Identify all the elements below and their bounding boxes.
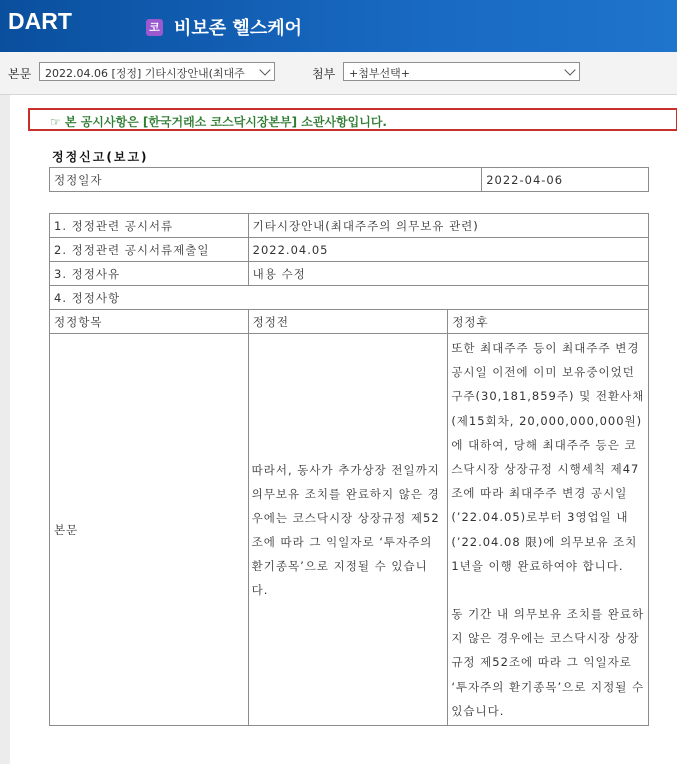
- attach-select-value: +첨부선택+: [349, 67, 410, 80]
- attach-label: 첨부: [312, 67, 336, 81]
- column-header-before: 정정전: [248, 310, 448, 334]
- chevron-down-icon: [259, 64, 270, 75]
- company-title: [146, 14, 302, 40]
- market-badge: 코: [146, 19, 163, 36]
- table-row: [50, 238, 649, 262]
- jurisdiction-notice: ☞ 본 공시사항은 [한국거래소 코스닥시장본부] 소관사항입니다.: [28, 108, 677, 131]
- correction-date-table: [49, 167, 649, 192]
- report-title: 정정신고(보고): [52, 150, 149, 164]
- text-after: [448, 334, 649, 726]
- column-header-after: 정정후: [448, 310, 649, 334]
- date-value: 2022-04-06: [482, 168, 649, 192]
- attach-select[interactable]: [343, 62, 580, 81]
- table-header-row: [50, 310, 649, 334]
- section4-label: 4. 정정사항: [50, 286, 649, 310]
- chevron-down-icon: [564, 64, 575, 75]
- date-label: 정정일자: [50, 168, 482, 192]
- body-select[interactable]: [39, 62, 275, 81]
- row-value: 기타시장안내(최대주주의 의무보유 관련): [248, 214, 648, 238]
- dart-logo[interactable]: [8, 8, 72, 34]
- row-label: 1. 정정관련 공시서류: [50, 214, 249, 238]
- row-value: 2022.04.05: [248, 238, 648, 262]
- text-before: [248, 334, 448, 726]
- row-label: 3. 정정사유: [50, 262, 249, 286]
- column-header-item: 정정항목: [50, 310, 249, 334]
- logo-text: DART: [8, 7, 72, 34]
- row-label: 2. 정정관련 공시서류제출일: [50, 238, 249, 262]
- table-row: [50, 334, 649, 726]
- table-row: [50, 168, 649, 192]
- table-row: [50, 262, 649, 286]
- correction-details-table: [49, 213, 649, 726]
- text-after-paragraph-1: 또한 최대주주 등이 최대주주 변경 공시일 이전에 이미 보유중이었던 구주(30,181,859주) 및 전환사채(제15회차, 20,000,000,000원)에 대하여, 당해 최대주주 등은 코스닥시장 상장규정 시행세칙 제47조에 따라 최대주주 변경 공시일(’22.04.05)로부터 3영업일 내(’22.04.08 限)에 의무보유 조치 1년을 이행 완료하여야 합니다.: [451, 341, 645, 573]
- text-after-paragraph-2: 동 기간 내 의무보유 조치를 완료하지 않은 경우에는 코스닥시장 상장규정 제52조에 따라 그 익일자로 ‘투자주의 환기종목’으로 지정될 수 있습니다.: [451, 607, 645, 718]
- correction-item: 본문: [50, 334, 249, 726]
- body-select-value: 2022.04.06 [정정] 기타시장안내(최대주: [45, 67, 245, 80]
- table-row: [50, 214, 649, 238]
- company-name: 비보존 헬스케어: [174, 18, 302, 39]
- left-gutter: [0, 95, 10, 764]
- body-label: 본문: [8, 67, 32, 81]
- toolbar: [0, 52, 677, 95]
- app-header: [0, 0, 677, 52]
- row-value: 내용 수정: [248, 262, 648, 286]
- paragraph-spacer: [451, 578, 645, 602]
- table-row: [50, 286, 649, 310]
- text-before-content: 따라서, 동사가 추가상장 전일까지 의무보유 조치를 완료하지 않은 경우에는 코스닥시장 상장규정 제52조에 따라 그 익일자로 ‘투자주의 환기종목’으로 지정될 수 있습니다.: [251, 462, 440, 597]
